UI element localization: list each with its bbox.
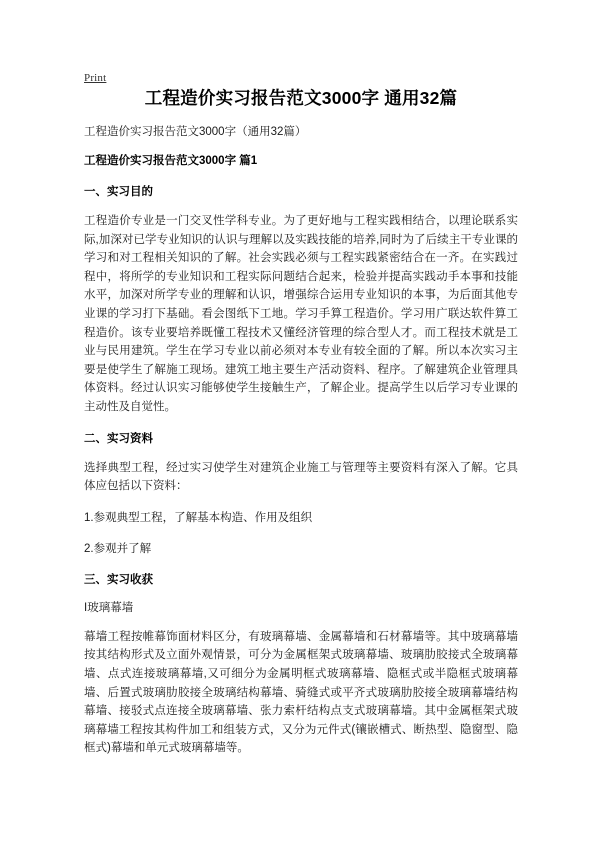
list-item: 1.参观典型工程，了解基本构造、作用及组织 (84, 511, 313, 524)
document-body (0, 86, 600, 848)
print-toolbar (0, 0, 600, 84)
section-heading-2: 二、实习资料 (84, 432, 153, 445)
section-subitem-label: I玻璃幕墙 (84, 601, 134, 614)
section-paragraph-2: 选择典型工程，经过实习使学生对建筑企业施工与管理等主要资料有深入了解。它具体应包括以下资料： (84, 461, 518, 493)
list-item: 2.参观并了解 (84, 542, 152, 555)
article-heading: 工程造价实习报告范文3000字 篇1 (84, 155, 258, 167)
page-title: 工程造价实习报告范文3000字 通用32篇 (144, 88, 458, 108)
print-button[interactable]: Print (84, 72, 107, 84)
section-paragraph-1: 工程造价专业是一门交叉性学科专业。为了更好地与工程实践相结合，以理论联系实际,加深对已学专业知识的认识与理解以及实践技能的培养,同时为了后续主干专业课的学习和对工程相关知识的了解。社会实践必须与工程实践紧密结合在一齐。在实践过程中，将所学的专业知识和工程实际问题结合起来，检验并提高实践动手本事和技能水平，加深对所学专业的理解和认识，增强综合运用专业知识的本事，为后面其他专业课的学习打下基础。看会图纸下工地。学习手算工程造价。学习用广联达软件算工程造价。该专业要培养既懂工程技术又懂经济管理的综合型人才。而工程技术就是工业与民用建筑。学生在学习专业以前必须对本专业有较全面的了解。所以本次实习主要是使学生了解施工现场。建筑工地主要生产活动资料、程序。了解建筑企业管理具体资料。经过认识实习能够使学生接触生产，了解企业。提高学生以后学习专业课的主动性及自觉性。 (84, 215, 518, 413)
section-heading-3: 三、实习收获 (84, 573, 153, 586)
document-subtitle: 工程造价实习报告范文3000字（通用32篇） (84, 126, 307, 138)
section-paragraph-3: 幕墙工程按帷幕饰面材料区分，有玻璃幕墙、金属幕墙和石材幕墙等。其中玻璃幕墙按其结构形式及立面外观情景，可分为金属框架式玻璃幕墙、玻璃肋胶接式全玻璃幕墙、点式连接玻璃幕墙,又可细分为金属明框式玻璃幕墙、隐框式或半隐框式玻璃幕墙、后置式玻璃肋胶接全玻璃结构幕墙、骑缝式或平齐式玻璃肋胶接全玻璃幕墙结构幕墙、接驳式点连接全玻璃幕墙、张力索杆结构点支式玻璃幕墙。其中金属框架式玻璃幕墙工程按其构件加工和组装方式，又分为元件式(镶嵌槽式、断热型、隐窗型、隐框式)幕墙和单元式玻璃幕墙等。 (84, 630, 518, 755)
bottom-spacer (84, 758, 518, 848)
section-heading-1: 一、实习目的 (84, 186, 153, 198)
